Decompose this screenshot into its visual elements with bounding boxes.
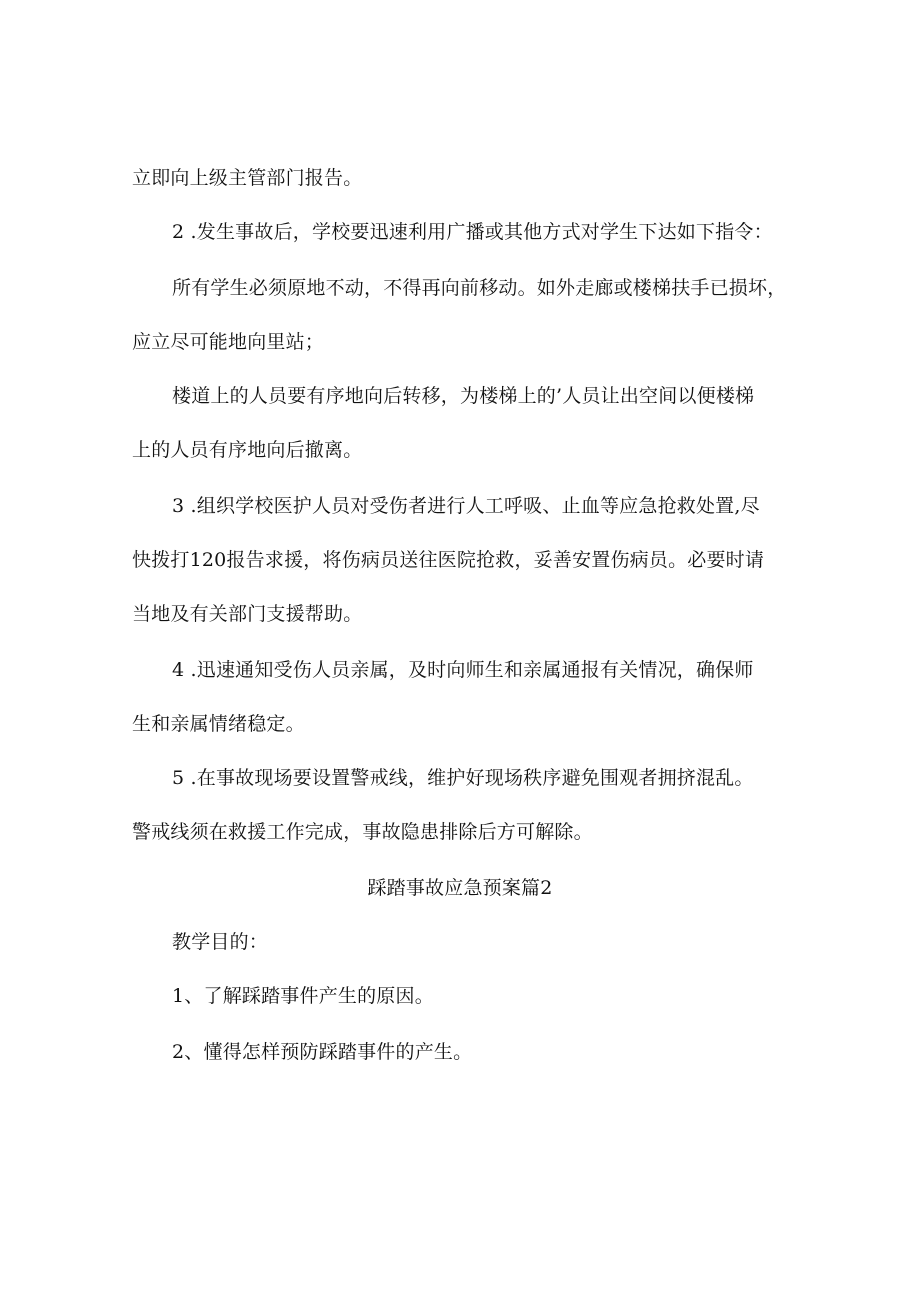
text-line: 3 .组织学校医护人员对受伤者进行人工呼吸、止血等应急抢救处置,尽: [172, 495, 760, 517]
list-item: 2、懂得怎样预防踩踏事件的产生。: [172, 1041, 473, 1063]
text-line: 生和亲属情绪稳定。: [132, 713, 305, 735]
list-item: 1、了解踩踏事件产生的原因。: [172, 985, 434, 1007]
text-line: 4 .迅速通知受伤人员亲属，及时向师生和亲属通报有关情况，确保师: [172, 659, 754, 681]
text-line: 警戒线须在救援工作完成，事故隐患排除后方可解除。: [132, 821, 593, 843]
text-line: 2 .发生事故后，学校要迅速利用广播或其他方式对学生下达如下指令：: [172, 221, 773, 243]
text-line: 立即向上级主管部门报告。: [132, 167, 363, 189]
text-line: 应立尽可能地向里站；: [132, 331, 325, 353]
text-line: 上的人员有序地向后撤离。: [132, 439, 363, 461]
text-line: 5 .在事故现场要设置警戒线，维护好现场秩序避免围观者拥挤混乱。: [172, 767, 754, 789]
text-line: 快拨打120报告求援，将伤病员送往医院抢救，妥善安置伤病员。必要时请: [132, 549, 765, 571]
text-line: 楼道上的人员要有序地向后转移，为楼梯上的’人员让出空间以便楼梯: [172, 385, 755, 407]
section-heading: 踩踏事故应急预案篇2: [367, 877, 553, 899]
text-line: 当地及有关部门支援帮助。: [132, 603, 363, 625]
text-line: 教学目的：: [172, 931, 269, 953]
text-line: 所有学生必须原地不动，不得再向前移动。如外走廊或楼梯扶手已损坏，: [172, 277, 787, 299]
